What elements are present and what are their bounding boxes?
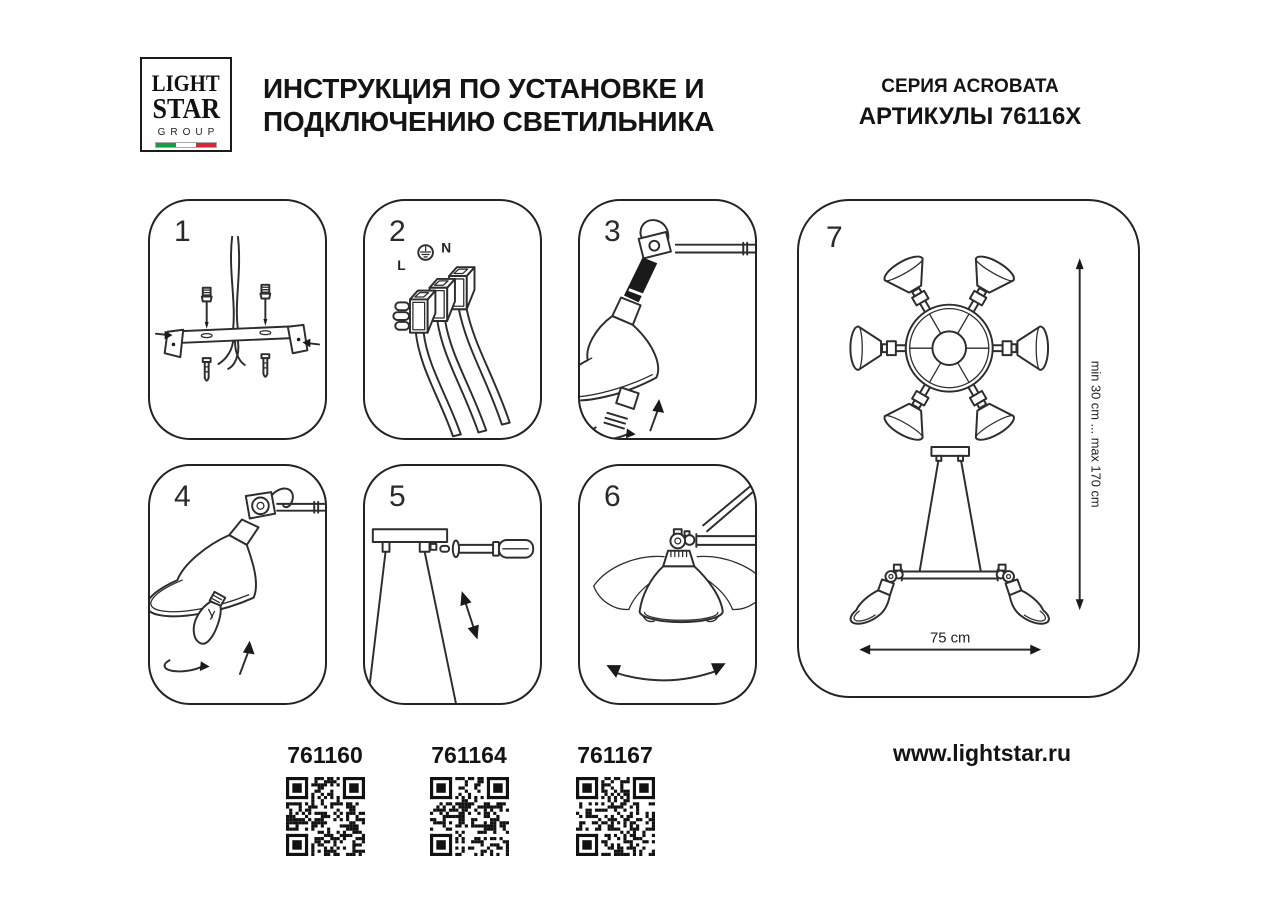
page-title-line2: ПОДКЛЮЧЕНИЮ СВЕТИЛЬНИКА bbox=[263, 106, 715, 137]
series-name: СЕРИЯ ACROBATA bbox=[881, 76, 1059, 97]
step-number-7: 7 bbox=[826, 221, 843, 254]
flag-red bbox=[196, 143, 216, 147]
article-column-3 bbox=[573, 742, 657, 856]
width-dimension-label: 75 cm bbox=[930, 630, 971, 647]
panel-step-1 bbox=[148, 199, 327, 440]
step-number-5: 5 bbox=[389, 480, 406, 513]
article-code-1: 761160 bbox=[287, 742, 363, 768]
article-column-2 bbox=[427, 742, 511, 856]
page-title-line1: ИНСТРУКЦИЯ ПО УСТАНОВКЕ И bbox=[263, 73, 705, 104]
panel-step-5 bbox=[363, 464, 542, 705]
panel-step-4 bbox=[148, 464, 327, 705]
step-7-illustration-overview bbox=[799, 201, 1138, 696]
panel-step-3 bbox=[578, 199, 757, 440]
panel-step-2 bbox=[363, 199, 542, 440]
panel-step-6 bbox=[578, 464, 757, 705]
panel-step-7 bbox=[797, 199, 1140, 698]
step-number-4: 4 bbox=[174, 480, 191, 513]
articles-code: АРТИКУЛЫ 76116X bbox=[858, 103, 1082, 130]
step-number-6: 6 bbox=[604, 480, 621, 513]
label-neutral: N bbox=[441, 240, 452, 256]
label-line: L bbox=[397, 258, 406, 274]
qr-code-2 bbox=[430, 777, 509, 856]
step-number-2: 2 bbox=[389, 215, 406, 248]
lightstar-logo bbox=[140, 57, 232, 152]
italian-flag-stripe bbox=[155, 142, 217, 148]
website-url: www.lightstar.ru bbox=[893, 740, 1072, 766]
logo-text-group: GROUP bbox=[157, 127, 220, 138]
step-number-3: 3 bbox=[604, 215, 621, 248]
page-title bbox=[263, 72, 714, 138]
logo-text-star: STAR bbox=[152, 94, 220, 125]
flag-white bbox=[176, 143, 196, 147]
series-info bbox=[845, 76, 1095, 131]
article-column-1 bbox=[283, 742, 367, 856]
qr-code-3 bbox=[576, 777, 655, 856]
step-number-1: 1 bbox=[174, 215, 191, 248]
flag-green bbox=[156, 143, 176, 147]
article-code-2: 761164 bbox=[431, 742, 507, 768]
logo-text-light: LIGHT bbox=[152, 71, 220, 96]
article-code-3: 761167 bbox=[577, 742, 653, 768]
height-dimension-label: min 30 cm ... max 170 cm bbox=[1088, 360, 1104, 508]
qr-code-1 bbox=[286, 777, 365, 856]
